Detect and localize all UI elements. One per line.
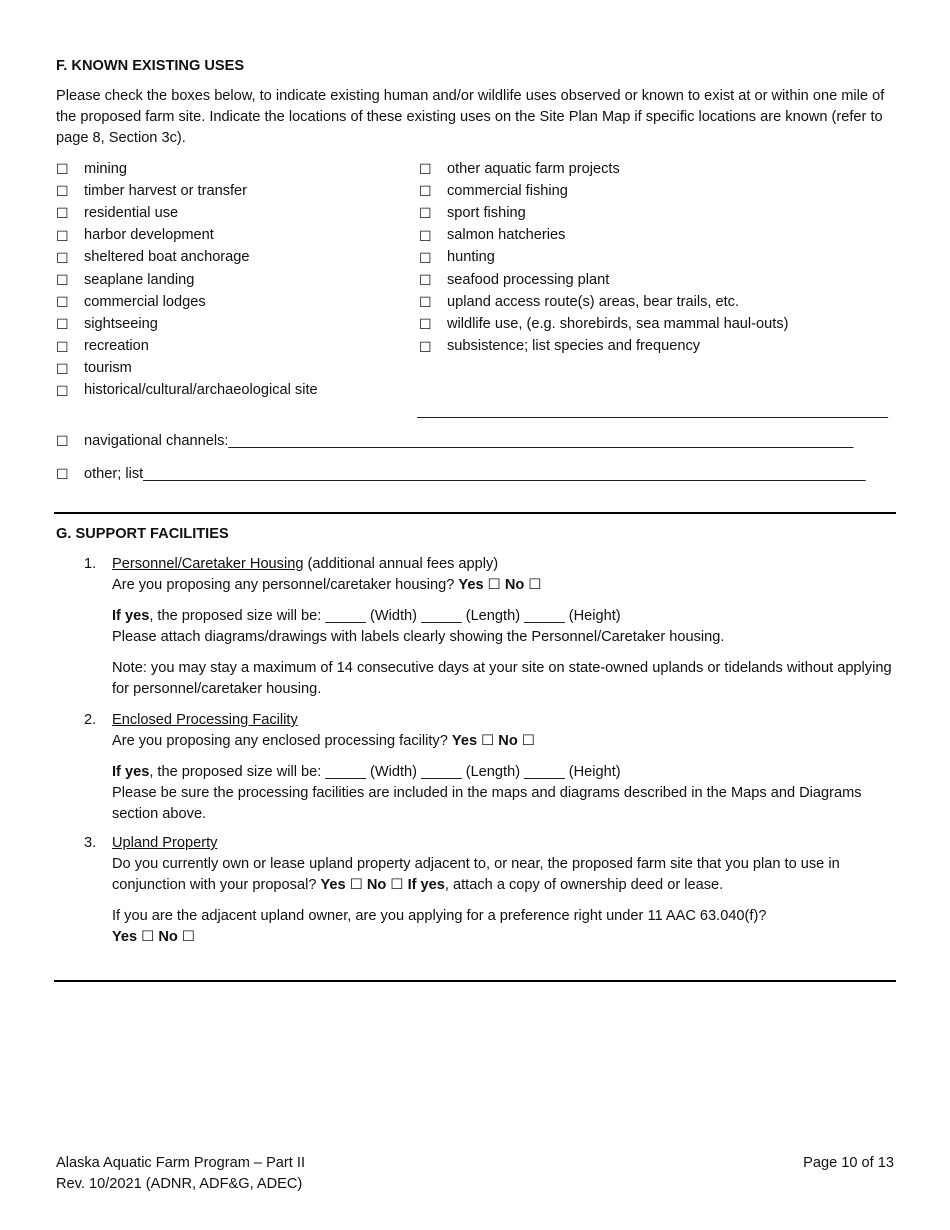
- no-label: No: [498, 733, 518, 749]
- subsistence-fill-line[interactable]: __________________________________________________________: [417, 403, 888, 420]
- use-option[interactable]: [419, 336, 896, 358]
- use-option-label: wildlife use, (e.g. shorebirds, sea mammal haul-outs): [447, 315, 789, 332]
- use-option[interactable]: [56, 247, 419, 269]
- use-option[interactable]: [419, 269, 896, 291]
- uses-right-column: [419, 158, 896, 402]
- use-option[interactable]: [56, 358, 419, 380]
- checkbox[interactable]: ☐: [419, 338, 432, 355]
- section-f: [56, 56, 896, 485]
- use-option-label: upland access route(s) areas, bear trails, etc.: [447, 293, 740, 310]
- checkbox[interactable]: ☐: [56, 338, 69, 355]
- other-checkbox[interactable]: ☐: [56, 466, 69, 483]
- use-option[interactable]: [56, 291, 419, 313]
- item-title: Enclosed Processing Facility: [112, 712, 298, 728]
- yes-checkbox[interactable]: ☐: [487, 577, 501, 593]
- checkbox[interactable]: ☐: [56, 272, 69, 289]
- uses-checklist: [56, 158, 896, 402]
- use-option-label: sightseeing: [84, 315, 158, 332]
- item-title: Personnel/Caretaker Housing: [112, 556, 304, 572]
- checkbox[interactable]: ☐: [419, 272, 432, 289]
- yes-checkbox[interactable]: ☐: [349, 877, 363, 893]
- section-g-heading: G. SUPPORT FACILITIES: [56, 526, 229, 542]
- use-option-label: sheltered boat anchorage: [84, 249, 250, 266]
- item-personnel-housing: [56, 554, 896, 700]
- checkbox[interactable]: ☐: [56, 227, 69, 244]
- no-checkbox[interactable]: ☐: [521, 733, 535, 749]
- item-question: Do you currently own or lease upland property adjacent to, or near, the proposed farm site that you plan to use in conjunction with your proposal?: [112, 856, 840, 893]
- attach-instruction: Please attach diagrams/drawings with labels clearly showing the Personnel/Caretaker housing.: [112, 629, 725, 645]
- section-divider-bottom: [54, 980, 896, 982]
- if-yes-label: If yes: [112, 608, 150, 624]
- use-option-label: salmon hatcheries: [447, 227, 566, 244]
- if-yes-text: , attach a copy of ownership deed or lease.: [444, 877, 724, 893]
- use-option[interactable]: [56, 269, 419, 291]
- pref-no-checkbox[interactable]: ☐: [181, 929, 196, 945]
- no-checkbox[interactable]: ☐: [390, 877, 404, 893]
- checkbox[interactable]: ☐: [56, 294, 69, 311]
- use-option[interactable]: [419, 247, 896, 269]
- item-title: Upland Property: [112, 835, 218, 851]
- item-question: Are you proposing any enclosed processing facility?: [112, 733, 452, 749]
- item-question: Are you proposing any personnel/caretaker housing?: [112, 577, 459, 593]
- use-option-label: historical/cultural/archaeological site: [84, 382, 318, 399]
- use-option[interactable]: [56, 380, 419, 402]
- use-option-label: harbor development: [84, 227, 214, 244]
- use-option-label: subsistence; list species and frequency: [447, 338, 701, 355]
- use-option-label: residential use: [84, 204, 179, 221]
- item-title-suffix: (additional annual fees apply): [303, 556, 499, 572]
- use-option-label: commercial lodges: [84, 293, 206, 310]
- preference-question: If you are the adjacent upland owner, are you applying for a preference right under 11 AAC 63.040(f)?: [112, 908, 767, 924]
- checkbox[interactable]: ☐: [419, 294, 432, 311]
- size-fields[interactable]: , the proposed size will be: _____ (Width) _____ (Length) _____ (Height): [149, 608, 621, 624]
- use-option-label: seafood processing plant: [447, 271, 610, 288]
- housing-note: Note: you may stay a maximum of 14 consecutive days at your site on state-owned uplands or tidelands without applying for personnel/caretaker housing.: [112, 660, 892, 697]
- navigational-checkbox[interactable]: ☐: [56, 433, 69, 450]
- yes-checkbox[interactable]: ☐: [481, 733, 495, 749]
- checkbox[interactable]: ☐: [56, 249, 69, 266]
- item-upland-property: [56, 833, 896, 948]
- item-number: 1.: [84, 556, 97, 572]
- section-f-intro: Please check the boxes below, to indicate existing human and/or wildlife uses observed or known to exist at or within one mile of the proposed farm site. Indicate the locations of these existing uses on the Site Plan Map if specific locations are known (refer to page 8, Section 3c).: [56, 88, 885, 146]
- use-option[interactable]: [419, 202, 896, 224]
- checkbox[interactable]: ☐: [56, 360, 69, 377]
- use-option-label: seaplane landing: [84, 271, 195, 288]
- footer-revision: Rev. 10/2021 (ADNR, ADF&G, ADEC): [56, 1176, 303, 1192]
- checkbox[interactable]: ☐: [419, 249, 432, 266]
- checkbox[interactable]: ☐: [56, 382, 69, 399]
- item-enclosed-processing: [56, 710, 896, 825]
- use-option[interactable]: [56, 158, 419, 180]
- use-option[interactable]: [56, 180, 419, 202]
- use-option-label: hunting: [447, 249, 495, 266]
- checkbox[interactable]: ☐: [56, 161, 69, 178]
- size-fields[interactable]: , the proposed size will be: _____ (Width) _____ (Length) _____ (Height): [149, 764, 621, 780]
- if-yes-label: If yes: [112, 764, 150, 780]
- use-option-label: timber harvest or transfer: [84, 182, 248, 199]
- use-option[interactable]: [56, 225, 419, 247]
- checkbox[interactable]: ☐: [56, 183, 69, 200]
- use-option-label: sport fishing: [447, 204, 526, 221]
- section-g: [56, 524, 896, 948]
- use-option[interactable]: [419, 180, 896, 202]
- use-option-label: other aquatic farm projects: [447, 160, 620, 177]
- no-label: No: [504, 577, 525, 593]
- no-label: No: [366, 877, 387, 893]
- yes-label: Yes: [320, 877, 346, 893]
- use-option[interactable]: [419, 291, 896, 313]
- pref-no-label: No: [158, 929, 178, 945]
- use-option-label: tourism: [84, 360, 132, 377]
- item-number: 2.: [84, 712, 97, 728]
- if-yes-label: If yes: [407, 877, 445, 893]
- other-fill-line[interactable]: _________________________________________________________________________________________: [143, 465, 866, 482]
- use-option-label: mining: [84, 160, 127, 177]
- checkbox[interactable]: ☐: [419, 183, 432, 200]
- attach-instruction: Please be sure the processing facilities are included in the maps and diagrams described in the Maps and Diagrams section above.: [112, 785, 862, 822]
- use-option[interactable]: [56, 336, 419, 358]
- section-f-heading: F. KNOWN EXISTING USES: [56, 58, 245, 74]
- checkbox[interactable]: ☐: [419, 205, 432, 222]
- pref-yes-label: Yes: [112, 929, 138, 945]
- other-label: other; list: [84, 465, 144, 482]
- no-checkbox[interactable]: ☐: [528, 577, 542, 593]
- page-footer: [56, 1153, 896, 1195]
- section-divider-top: [54, 512, 896, 514]
- item-number: 3.: [84, 835, 97, 851]
- page-number: Page 10 of 13: [803, 1155, 894, 1171]
- footer-program: Alaska Aquatic Farm Program – Part II: [56, 1155, 305, 1171]
- use-option[interactable]: [56, 313, 419, 335]
- checkbox[interactable]: ☐: [419, 161, 432, 178]
- checkbox[interactable]: ☐: [56, 316, 69, 333]
- navigational-channels-row: [56, 430, 896, 452]
- yes-label: Yes: [451, 733, 478, 749]
- pref-yes-checkbox[interactable]: ☐: [141, 929, 155, 945]
- use-option[interactable]: [56, 202, 419, 224]
- other-list-row: [56, 463, 896, 485]
- use-option[interactable]: [419, 158, 896, 180]
- checkbox[interactable]: ☐: [419, 227, 432, 244]
- navigational-fill-line[interactable]: _____________________________________________________________________________: [228, 432, 854, 449]
- use-option[interactable]: [419, 225, 896, 247]
- use-option-label: recreation: [84, 338, 149, 355]
- use-option-label: commercial fishing: [447, 182, 568, 199]
- checkbox[interactable]: ☐: [419, 316, 432, 333]
- checkbox[interactable]: ☐: [56, 205, 69, 222]
- uses-left-column: [56, 158, 419, 402]
- yes-label: Yes: [458, 577, 484, 593]
- use-option[interactable]: [419, 313, 896, 335]
- navigational-label: navigational channels:: [84, 432, 229, 449]
